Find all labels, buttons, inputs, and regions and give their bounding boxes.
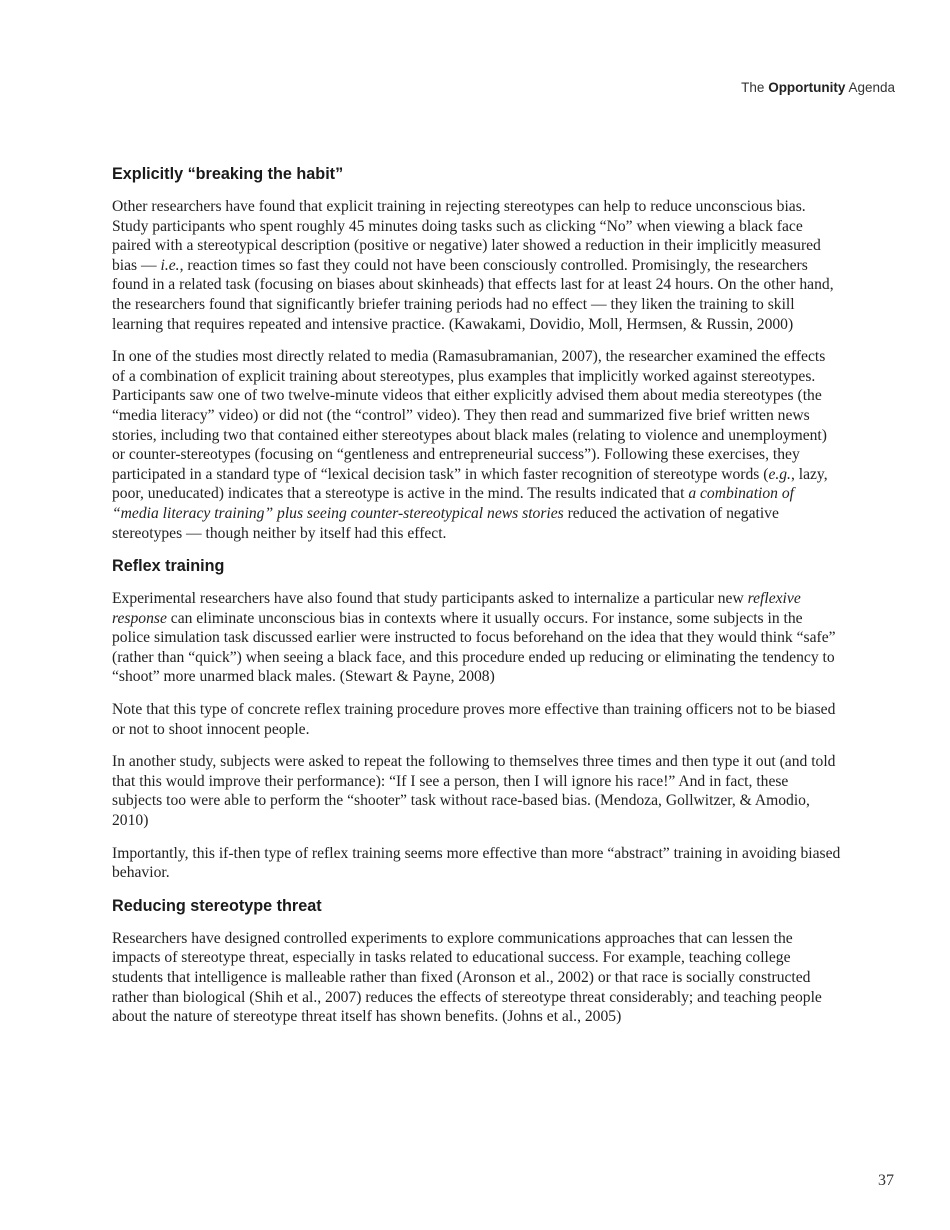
- paragraph-stereotype-threat: Researchers have designed controlled experiments to explore communications approaches that can lessen the impacts of stereotype threat, especially in tasks related to educational success. For example, teaching college students that intelligence is malleable rather than fixed (Aronson et al., 2002) or that race is socially constructed rather than biological (Shih et al., 2007) reduces the effects of stereotype threat considerably; and teaching people about the nature of stereotype threat itself has shown benefits. (Johns et al., 2005): [112, 929, 822, 1026]
- heading-breaking-the-habit: Explicitly “breaking the habit”: [112, 165, 344, 183]
- paragraph-media-study: In one of the studies most directly related to media (Ramasubramanian, 2007), the researcher examined the effects of a combination of explicit training about stereotypes, plus examples that implicitly worked against stereotypes. Participants saw one of two twelve-minute videos that either explicitly advised them about media stereotypes (the “media literacy” video) or did not (the “control” video). They then read and summarized five brief written news stories, including two that contained either stereotypes about black males (relating to violence and unemployment) or counter-stereotypes (focusing on “gentleness and entrepreneurial success”). Following these exercises, they participated in a standard type of “lexical decision task” in which faster recognition of stereotype words (e.g., lazy, poor, uneducated) indicates that a stereotype is active in the mind. The results indicated that a combination of “media literacy training” plus seeing counter-stereotypical news stories reduced the activation of negative stereotypes — though neither by itself had this effect.: [112, 348, 828, 542]
- body-content: [112, 164, 842, 1040]
- heading-reflex-training: Reflex training: [112, 557, 225, 576]
- paragraph-reflexive-response: Experimental researchers have also found that study participants asked to internalize a particular new reflexive response can eliminate unconscious bias in contexts where it usually occurs. For instance, some subjects in the police simulation task discussed earlier were instructed to focus beforehand on the idea that they would think “safe” (rather than “quick”) when seeing a black face, and this procedure ended up reducing or eliminating the tendency to “shoot” more unarmed black males. (Stewart & Payne, 2008): [112, 590, 836, 686]
- paragraph-another-study: In another study, subjects were asked to repeat the following to themselves three times and then type it out (and told that this would improve their performance): “If I see a person, then I will ignore his race!” And in fact, these subjects too were able to perform the “shooter” task without race-based bias. (Mendoza, Gollwitzer, & Amodio, 2010): [112, 753, 836, 830]
- page-number: 37: [878, 1172, 894, 1189]
- running-header: [741, 80, 895, 95]
- paragraph-explicit-training: Other researchers have found that explicit training in rejecting stereotypes can help to reduce unconscious bias. Study participants who spent roughly 45 minutes doing tasks such as clicking “No” when viewing a black face paired with a stereotypical description (positive or negative) later showed a reduction in their implicitly measured bias — i.e., reaction times so fast they could not have been consciously controlled. Promisingly, the researchers found in a related task (focusing on biases about skinheads) that effects last for at least 24 hours. On the other hand, the researchers found that significantly briefer training periods had no effect — they liken the training to skill learning that requires repeated and intensive practice. (Kawakami, Dovidio, Moll, Hermsen, & Russin, 2000): [112, 198, 834, 333]
- header-suffix: Agenda: [848, 80, 895, 95]
- paragraph-concrete-training: Note that this type of concrete reflex training procedure proves more effective than training officers not to be biased or not to shoot innocent people.: [112, 701, 836, 738]
- header-brand: Opportunity: [768, 80, 846, 95]
- heading-stereotype-threat: Reducing stereotype threat: [112, 896, 322, 915]
- paragraph-if-then-training: Importantly, this if-then type of reflex training seems more effective than more “abstract” training in avoiding biased behavior.: [112, 844, 841, 882]
- header-prefix: The: [741, 80, 765, 95]
